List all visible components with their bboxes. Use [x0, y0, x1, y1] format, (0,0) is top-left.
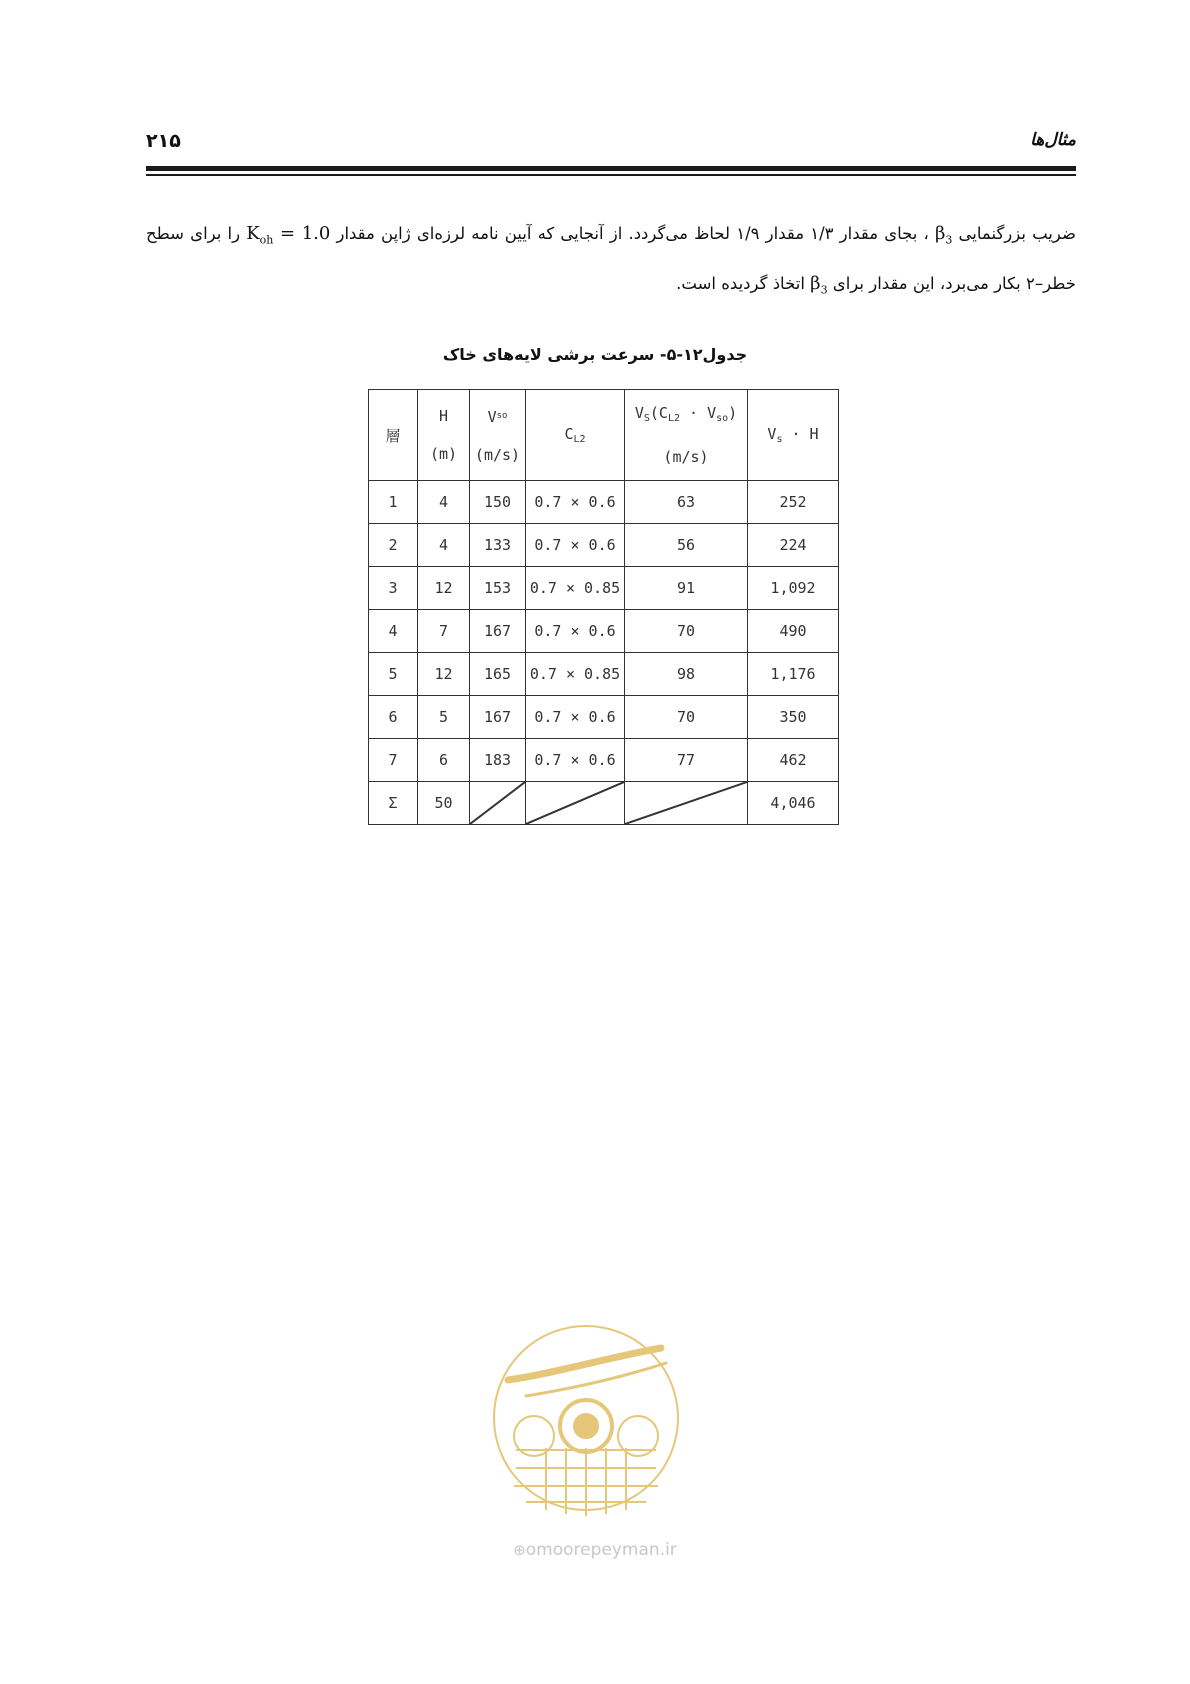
- soil-shear-velocity-table: [368, 389, 839, 825]
- header-rule-thick: [146, 166, 1076, 171]
- cell-cl2: 0.7 × 0.85: [526, 567, 625, 610]
- running-head: مثال‌ها: [1030, 130, 1076, 150]
- beta-symbol: $\beta_3$: [935, 223, 953, 247]
- header-h: H (m): [418, 390, 470, 481]
- cell-cl2: 0.7 × 0.6: [526, 524, 625, 567]
- table-row: [369, 610, 839, 653]
- table-total-row: [369, 782, 839, 825]
- cell-total-symbol: Σ: [369, 782, 418, 825]
- cell-empty-slash: [625, 782, 748, 825]
- table-header-row: [369, 390, 839, 481]
- cell-vs: 70: [625, 610, 748, 653]
- cell-vsh: 462: [748, 739, 839, 782]
- cell-h: 12: [418, 653, 470, 696]
- header-vs-h: $V_s \cdot H$: [748, 390, 839, 481]
- table-row: [369, 739, 839, 782]
- cell-layer: 3: [369, 567, 418, 610]
- table-row: [369, 524, 839, 567]
- cell-vsh: 350: [748, 696, 839, 739]
- cell-vs: 91: [625, 567, 748, 610]
- beta-symbol-2: $\beta_3$: [810, 272, 828, 297]
- koh-expression: $K_{oh} = 1.0$: [246, 223, 331, 247]
- table-row: [369, 696, 839, 739]
- cell-vs: 70: [625, 696, 748, 739]
- cell-vsh: 490: [748, 610, 839, 653]
- cell-vsh: 224: [748, 524, 839, 567]
- cell-vs: 63: [625, 481, 748, 524]
- cell-cl2: 0.7 × 0.6: [526, 696, 625, 739]
- cell-vsh: 1,176: [748, 653, 839, 696]
- cell-cl2: 0.7 × 0.85: [526, 653, 625, 696]
- cell-vso: 167: [470, 610, 526, 653]
- header-vso: $V^{so}$ (m/s): [470, 390, 526, 481]
- page-header: [146, 130, 1076, 160]
- cell-h: 12: [418, 567, 470, 610]
- cell-cl2: 0.7 × 0.6: [526, 739, 625, 782]
- cell-layer: 2: [369, 524, 418, 567]
- watermark-site: ⊕omoorepeyman.ir: [513, 1540, 677, 1560]
- header-layer: 層: [369, 390, 418, 481]
- cell-vso: 153: [470, 567, 526, 610]
- cell-vso: 183: [470, 739, 526, 782]
- watermark-logo: [486, 1318, 686, 1518]
- page-number: ۲۱۵: [146, 130, 181, 152]
- cell-vs: 77: [625, 739, 748, 782]
- cell-h: 4: [418, 524, 470, 567]
- cell-h: 7: [418, 610, 470, 653]
- table-caption: جدول۱۲-۵- سرعت برشی لایه‌های خاک: [442, 345, 748, 364]
- cell-layer: 6: [369, 696, 418, 739]
- cell-vso: 167: [470, 696, 526, 739]
- cell-vsh: 1,092: [748, 567, 839, 610]
- cell-vso: 133: [470, 524, 526, 567]
- cell-total-vsh: 4,046: [748, 782, 839, 825]
- cell-layer: 1: [369, 481, 418, 524]
- table-row: [369, 653, 839, 696]
- cell-vso: 150: [470, 481, 526, 524]
- header-vs: $V_S(C_{L2} \cdot V_{so})$ (m/s): [625, 390, 748, 481]
- cell-vsh: 252: [748, 481, 839, 524]
- table-row: [369, 567, 839, 610]
- cell-vs: 56: [625, 524, 748, 567]
- cell-h: 5: [418, 696, 470, 739]
- body-paragraph: ضریب بزرگنمایی $\beta_3$ ، بجای مقدار ۱/۳ مقدار ۱/۹ لحاظ می‌گردد. از آنجایی که آیین نامه لرزه‌ای ژاپن مقدار $K_{oh} = 1.0$ را برای سطح خطر–۲ بکار می‌برد، این مقدار برای $\beta_3$ اتخاذ گردیده است.: [146, 223, 1077, 297]
- cell-h: 6: [418, 739, 470, 782]
- cell-vs: 98: [625, 653, 748, 696]
- cell-vso: 165: [470, 653, 526, 696]
- cell-h: 4: [418, 481, 470, 524]
- header-rule-thin: [146, 174, 1076, 176]
- cell-empty-slash: [470, 782, 526, 825]
- table-container: [368, 389, 839, 825]
- globe-icon: ⊕: [513, 1541, 526, 1559]
- cell-empty-slash: [526, 782, 625, 825]
- cell-total-h: 50: [418, 782, 470, 825]
- cell-layer: 5: [369, 653, 418, 696]
- header-cl2: $C_{L2}$: [526, 390, 625, 481]
- cell-layer: 4: [369, 610, 418, 653]
- cell-cl2: 0.7 × 0.6: [526, 481, 625, 524]
- cell-cl2: 0.7 × 0.6: [526, 610, 625, 653]
- table-row: [369, 481, 839, 524]
- cell-layer: 7: [369, 739, 418, 782]
